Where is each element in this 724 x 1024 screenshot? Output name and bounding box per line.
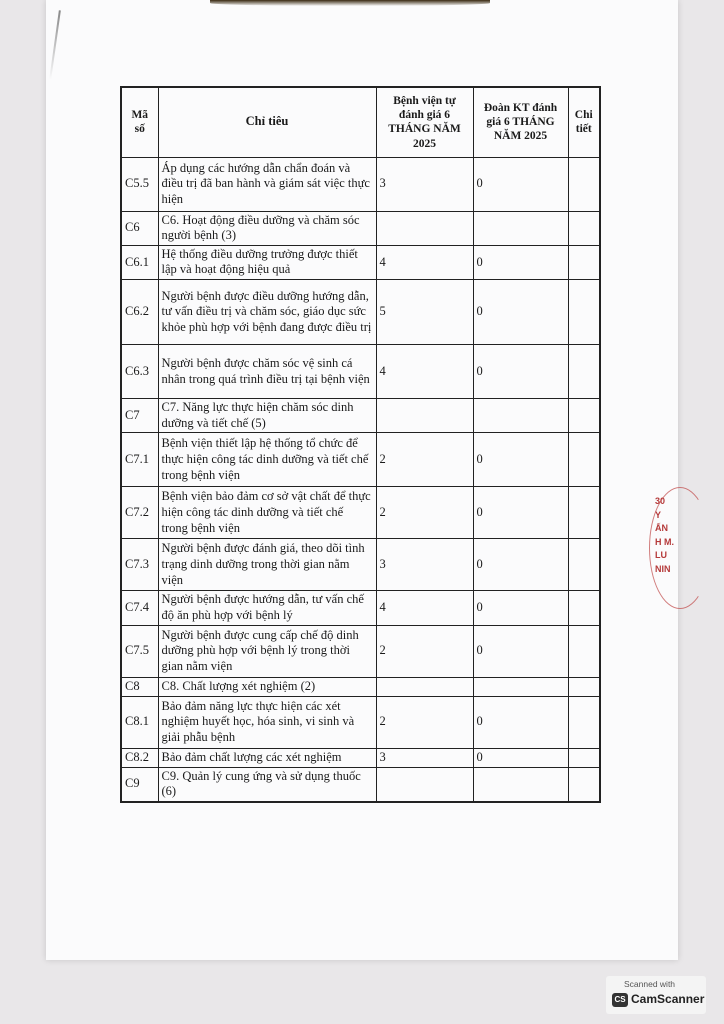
detail-cell xyxy=(568,345,600,399)
audit-score xyxy=(473,211,568,245)
detail-cell xyxy=(568,539,600,591)
criteria-description: Bệnh viện bảo đảm cơ sở vật chất để thực hiện công tác dinh dưỡng và tiết chế trong bệnh viện xyxy=(158,487,376,539)
detail-cell xyxy=(568,748,600,767)
self-score: 2 xyxy=(376,487,473,539)
criteria-description: Người bệnh được cung cấp chế độ dinh dưỡng phù hợp với bệnh lý trong thời gian nằm viện xyxy=(158,625,376,677)
criteria-description: Hệ thống điều dưỡng trưởng được thiết lập và hoạt động hiệu quả xyxy=(158,245,376,279)
criteria-description: Bệnh viện thiết lập hệ thống tổ chức để thực hiện công tác dinh dưỡng và tiết chế trong bệnh viện xyxy=(158,433,376,487)
audit-score: 0 xyxy=(473,433,568,487)
self-score xyxy=(376,211,473,245)
criteria-description: C6. Hoạt động điều dưỡng và chăm sóc người bệnh (3) xyxy=(158,211,376,245)
audit-score: 0 xyxy=(473,245,568,279)
criteria-description: Người bệnh được điều dưỡng hướng dẫn, tư vấn điều trị và chăm sóc, giáo dục sức khỏe phù hợp với bệnh đang được điều trị xyxy=(158,280,376,345)
self-score: 2 xyxy=(376,433,473,487)
self-score: 5 xyxy=(376,280,473,345)
table-row xyxy=(121,245,600,279)
self-score: 3 xyxy=(376,748,473,767)
criteria-description: Bảo đảm chất lượng các xét nghiệm xyxy=(158,748,376,767)
criteria-code: C9 xyxy=(121,767,158,802)
audit-score: 0 xyxy=(473,280,568,345)
criteria-code: C7.4 xyxy=(121,591,158,625)
criteria-description: C9. Quản lý cung ứng và sử dụng thuốc (6) xyxy=(158,767,376,802)
detail-cell xyxy=(568,696,600,748)
detail-cell xyxy=(568,677,600,696)
audit-score xyxy=(473,399,568,433)
table-row xyxy=(121,280,600,345)
criteria-description: Bảo đảm năng lực thực hiện các xét nghiệm huyết học, hóa sinh, vi sinh và giải phẫu bệnh xyxy=(158,696,376,748)
self-score: 4 xyxy=(376,245,473,279)
audit-score xyxy=(473,767,568,802)
scanner-caption: Scanned with xyxy=(624,979,676,989)
detail-cell xyxy=(568,245,600,279)
criteria-code: C7.3 xyxy=(121,539,158,591)
stamp-text: 30 xyxy=(655,496,666,506)
header-criteria: Chỉ tiêu xyxy=(158,87,376,157)
stamp-text: LU xyxy=(655,550,667,560)
criteria-description: Người bệnh được chăm sóc vệ sinh cá nhân trong quá trình điều trị tại bệnh viện xyxy=(158,345,376,399)
criteria-description: Người bệnh được hướng dẫn, tư vấn chế độ ăn phù hợp với bệnh lý xyxy=(158,591,376,625)
table-row xyxy=(121,767,600,802)
detail-cell xyxy=(568,399,600,433)
self-score: 2 xyxy=(376,696,473,748)
table-row xyxy=(121,677,600,696)
criteria-code: C6.1 xyxy=(121,245,158,279)
table-row xyxy=(121,591,600,625)
self-score: 3 xyxy=(376,157,473,211)
criteria-code: C7.1 xyxy=(121,433,158,487)
header-code: Mã số xyxy=(121,87,158,157)
stamp-ring xyxy=(649,487,711,609)
audit-score: 0 xyxy=(473,625,568,677)
header-detail: Chi tiết xyxy=(568,87,600,157)
audit-score: 0 xyxy=(473,591,568,625)
table-row xyxy=(121,748,600,767)
table-row xyxy=(121,625,600,677)
detail-cell xyxy=(568,591,600,625)
audit-score: 0 xyxy=(473,345,568,399)
camscanner-watermark xyxy=(606,976,706,1014)
criteria-code: C7.5 xyxy=(121,625,158,677)
criteria-code: C8 xyxy=(121,677,158,696)
criteria-code: C8.2 xyxy=(121,748,158,767)
self-score xyxy=(376,767,473,802)
criteria-description: Áp dụng các hướng dẫn chẩn đoán và điều trị đã ban hành và giám sát việc thực hiện xyxy=(158,157,376,211)
detail-cell xyxy=(568,625,600,677)
criteria-code: C6.2 xyxy=(121,280,158,345)
self-score xyxy=(376,677,473,696)
audit-score: 0 xyxy=(473,487,568,539)
table-row xyxy=(121,399,600,433)
stamp-text: H M. xyxy=(655,536,674,547)
criteria-description: C8. Chất lượng xét nghiệm (2) xyxy=(158,677,376,696)
audit-score xyxy=(473,677,568,696)
criteria-code: C8.1 xyxy=(121,696,158,748)
table-row xyxy=(121,696,600,748)
header-audit-assessment: Đoàn KT đánh giá 6 THÁNG NĂM 2025 xyxy=(473,87,568,157)
self-score: 2 xyxy=(376,625,473,677)
header-self-assessment: Bệnh viện tự đánh giá 6 THÁNG NĂM 2025 xyxy=(376,87,473,157)
detail-cell xyxy=(568,433,600,487)
stamp-text: Y xyxy=(655,509,662,520)
criteria-description: C7. Năng lực thực hiện chăm sóc dinh dưỡng và tiết chế (5) xyxy=(158,399,376,433)
audit-score: 0 xyxy=(473,539,568,591)
table-row xyxy=(121,345,600,399)
criteria-code: C6 xyxy=(121,211,158,245)
detail-cell xyxy=(568,280,600,345)
criteria-code: C5.5 xyxy=(121,157,158,211)
self-score: 4 xyxy=(376,345,473,399)
stamp-text: ẤN xyxy=(655,523,668,533)
criteria-description: Người bệnh được đánh giá, theo dõi tình trạng dinh dưỡng trong thời gian nằm viện xyxy=(158,539,376,591)
criteria-code: C6.3 xyxy=(121,345,158,399)
audit-score: 0 xyxy=(473,157,568,211)
self-score: 3 xyxy=(376,539,473,591)
detail-cell xyxy=(568,487,600,539)
audit-score: 0 xyxy=(473,696,568,748)
self-score xyxy=(376,399,473,433)
detail-cell xyxy=(568,211,600,245)
audit-score: 0 xyxy=(473,748,568,767)
table-row xyxy=(121,157,600,211)
binding-shadow xyxy=(210,0,490,6)
red-stamp-fragment xyxy=(655,495,685,595)
stamp-text: NIN xyxy=(655,563,671,574)
detail-cell xyxy=(568,157,600,211)
criteria-code: C7 xyxy=(121,399,158,433)
table-row xyxy=(121,539,600,591)
self-score: 4 xyxy=(376,591,473,625)
table-row xyxy=(121,433,600,487)
evaluation-table xyxy=(120,86,601,803)
table-row xyxy=(121,487,600,539)
scanner-brand: CamScanner xyxy=(631,992,705,1006)
detail-cell xyxy=(568,767,600,802)
camscanner-logo-icon: CS xyxy=(612,993,628,1007)
header-row xyxy=(121,87,600,157)
table-row xyxy=(121,211,600,245)
criteria-code: C7.2 xyxy=(121,487,158,539)
